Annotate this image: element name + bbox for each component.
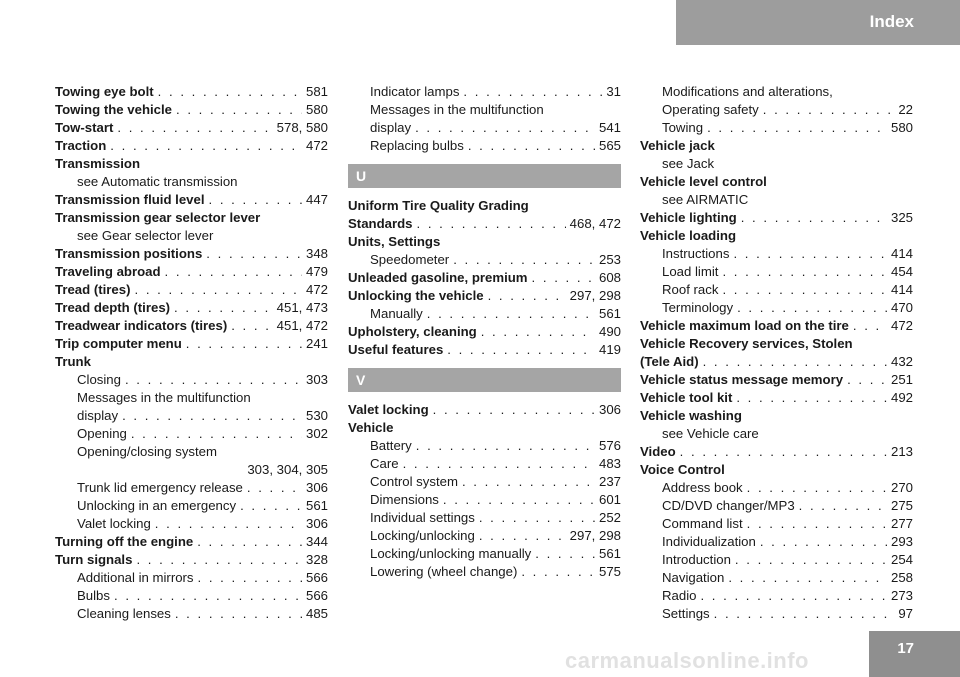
entry-term: Locking/unlocking manually	[370, 546, 532, 561]
entry-page-ref[interactable]: 541	[598, 120, 621, 135]
entry-term: (Tele Aid)	[640, 354, 699, 369]
index-entry	[55, 551, 328, 569]
index-entry	[55, 335, 328, 353]
dot-leader	[462, 473, 595, 491]
entry-term: Useful features	[348, 342, 444, 357]
entry-page-ref[interactable]: 237	[598, 474, 621, 489]
index-subentry: see Gear selector lever	[77, 228, 214, 243]
entry-page-ref[interactable]: 561	[305, 498, 328, 513]
index-subentry	[640, 533, 913, 551]
dot-leader	[447, 341, 595, 359]
entry-page-ref[interactable]: 414	[890, 246, 913, 261]
entry-page-ref[interactable]: 492	[890, 390, 913, 405]
index-entry	[348, 341, 621, 359]
dot-leader	[240, 497, 302, 515]
index-subentry	[640, 515, 913, 533]
entry-term: Vehicle status message memory	[640, 372, 844, 387]
index-column-1	[55, 83, 328, 623]
index-entry	[640, 371, 913, 389]
entry-page-ref[interactable]: 432	[890, 354, 913, 369]
dot-leader	[463, 83, 602, 101]
index-entry	[55, 281, 328, 299]
entry-page-ref[interactable]: 277	[890, 516, 913, 531]
index-subentry: see Jack	[662, 156, 715, 171]
dot-leader	[747, 515, 887, 533]
entry-page-ref[interactable]: 561	[598, 306, 621, 321]
entry-page-ref[interactable]: 251	[890, 372, 913, 387]
index-entry: Vehicle washing	[640, 408, 742, 423]
index-subentry	[55, 569, 328, 587]
entry-page-ref[interactable]: 241	[305, 336, 328, 351]
index-subentry	[55, 497, 328, 515]
entry-page-ref[interactable]: 297, 298	[569, 288, 621, 303]
entry-page-ref[interactable]: 472	[890, 318, 913, 333]
dot-leader	[125, 371, 302, 389]
index-entry	[640, 389, 913, 407]
index-subentry	[348, 83, 621, 101]
dot-leader	[736, 389, 887, 407]
entry-term: Video	[640, 444, 676, 459]
index-entry: Trunk	[55, 354, 91, 369]
entry-term: Dimensions	[370, 492, 439, 507]
dot-leader	[853, 317, 887, 335]
entry-term: Tread depth (tires)	[55, 300, 171, 315]
dot-leader	[403, 455, 595, 473]
entry-page-ref[interactable]: 530	[305, 408, 328, 423]
dot-leader	[760, 533, 887, 551]
entry-page-ref[interactable]: 470	[890, 300, 913, 315]
dot-leader	[158, 83, 302, 101]
dot-leader	[707, 119, 887, 137]
index-subentry	[55, 461, 328, 479]
index-entry	[55, 137, 328, 155]
index-entry	[55, 245, 328, 263]
index-entry	[55, 119, 328, 137]
dot-leader	[722, 263, 887, 281]
entry-term: Trunk lid emergency release	[77, 480, 243, 495]
entry-page-ref[interactable]: 302	[305, 426, 328, 441]
entry-page-ref[interactable]: 566	[305, 588, 328, 603]
index-entry	[55, 533, 328, 551]
index-subentry	[640, 605, 913, 623]
index-subentry	[55, 425, 328, 443]
index-entry: Transmission gear selector lever	[55, 210, 261, 225]
entry-term: Settings	[662, 606, 710, 621]
entry-page-ref[interactable]: 22	[898, 102, 913, 117]
index-subentry	[55, 371, 328, 389]
entry-page-ref[interactable]: 575	[598, 564, 621, 579]
entry-term: Lowering (wheel change)	[370, 564, 518, 579]
index-entry	[55, 191, 328, 209]
index-subentry	[640, 101, 913, 119]
index-subentry	[348, 491, 621, 509]
entry-page-ref[interactable]: 468, 472	[569, 216, 621, 231]
dot-leader	[427, 305, 595, 323]
entry-page-ref[interactable]: 252	[598, 510, 621, 525]
entry-page-ref[interactable]: 303	[305, 372, 328, 387]
index-entry	[55, 101, 328, 119]
index-subentry	[348, 251, 621, 269]
index-subentry: see AIRMATIC	[662, 192, 749, 207]
entry-term: Closing	[77, 372, 121, 387]
dot-leader	[535, 545, 595, 563]
dot-leader	[198, 569, 302, 587]
entry-term: Operating safety	[662, 102, 759, 117]
index-subentry: see Automatic transmission	[77, 174, 238, 189]
dot-leader	[488, 287, 566, 305]
entry-term: Locking/unlocking	[370, 528, 475, 543]
dot-leader	[735, 551, 887, 569]
entry-term: Towing the vehicle	[55, 102, 172, 117]
index-subentry	[640, 299, 913, 317]
dot-leader	[479, 509, 595, 527]
dot-leader	[728, 569, 887, 587]
dot-leader	[131, 425, 302, 443]
dot-leader	[209, 191, 302, 209]
entry-term: Command list	[662, 516, 743, 531]
index-entry	[348, 323, 621, 341]
index-subentry	[55, 515, 328, 533]
entry-page-ref[interactable]: 479	[305, 264, 328, 279]
index-entry: Vehicle loading	[640, 228, 737, 243]
entry-page-ref[interactable]: 414	[890, 282, 913, 297]
index-entry	[640, 209, 913, 227]
index-entry	[348, 287, 621, 305]
dot-leader	[468, 137, 595, 155]
index-subentry: Messages in the multifunction	[77, 390, 251, 405]
entry-page-ref[interactable]: 472	[305, 138, 328, 153]
entry-term: Unlocking in an emergency	[77, 498, 237, 513]
dot-leader	[532, 269, 595, 287]
index-entry	[55, 263, 328, 281]
index-subentry	[348, 545, 621, 563]
index-entry: Vehicle	[348, 420, 394, 435]
entry-term: Valet locking	[348, 402, 429, 417]
entry-page-ref[interactable]: 258	[890, 570, 913, 585]
entry-page-ref[interactable]: 578, 580	[276, 120, 328, 135]
entry-term: Care	[370, 456, 399, 471]
dot-leader	[714, 605, 895, 623]
dot-leader	[231, 317, 272, 335]
entry-term: Load limit	[662, 264, 719, 279]
entry-page-ref[interactable]: 325	[890, 210, 913, 225]
entry-page-ref[interactable]: 253	[598, 252, 621, 267]
index-entry	[55, 299, 328, 317]
entry-term: Traveling abroad	[55, 264, 161, 279]
dot-leader	[415, 119, 595, 137]
dot-leader	[117, 119, 272, 137]
entry-term: Replacing bulbs	[370, 138, 464, 153]
index-entry	[55, 317, 328, 335]
index-entry: Units, Settings	[348, 234, 441, 249]
entry-term: Address book	[662, 480, 743, 495]
entry-page-ref[interactable]: 608	[598, 270, 621, 285]
entry-term: Towing eye bolt	[55, 84, 154, 99]
index-subentry	[640, 551, 913, 569]
dot-leader	[443, 491, 595, 509]
entry-term: Valet locking	[77, 516, 151, 531]
entry-page-ref[interactable]: 328	[305, 552, 328, 567]
index-subentry	[348, 137, 621, 155]
entry-page-ref[interactable]: 270	[890, 480, 913, 495]
page-number-box	[869, 631, 960, 677]
entry-page-ref[interactable]: 348	[305, 246, 328, 261]
entry-term: Standards	[348, 216, 413, 231]
entry-page-ref[interactable]: 483	[598, 456, 621, 471]
index-subentry: Modifications and alterations,	[662, 84, 833, 99]
entry-term: Cleaning lenses	[77, 606, 171, 621]
page-title: Index	[869, 12, 914, 31]
entry-term: Control system	[370, 474, 458, 489]
entry-term: Upholstery, cleaning	[348, 324, 477, 339]
entry-term: Trip computer menu	[55, 336, 182, 351]
dot-leader	[175, 605, 302, 623]
dot-leader	[700, 587, 887, 605]
index-subentry	[55, 605, 328, 623]
index-subentry	[348, 119, 621, 137]
index-subentry: see Vehicle care	[662, 426, 759, 441]
index-subentry	[348, 305, 621, 323]
entry-term: Bulbs	[77, 588, 110, 603]
entry-page-ref[interactable]: 419	[598, 342, 621, 357]
entry-term: Treadwear indicators (tires)	[55, 318, 228, 333]
dot-leader	[135, 281, 302, 299]
index-entry	[640, 443, 913, 461]
watermark-logo: carmanualsonline.info	[565, 648, 809, 673]
dot-leader	[197, 533, 302, 551]
index-entry	[640, 353, 913, 371]
entry-page-ref[interactable]: 297, 298	[569, 528, 621, 543]
dot-leader	[521, 563, 595, 581]
entry-page-ref[interactable]: 485	[305, 606, 328, 621]
dot-leader	[741, 209, 887, 227]
index-subentry	[640, 569, 913, 587]
entry-term: Radio	[662, 588, 697, 603]
dot-leader	[737, 299, 887, 317]
entry-page-ref[interactable]: 566	[305, 570, 328, 585]
section-letter-header: V	[348, 368, 621, 392]
index-subentry	[348, 455, 621, 473]
entry-term: Tread (tires)	[55, 282, 131, 297]
entry-page-ref[interactable]: 344	[305, 534, 328, 549]
entry-page-ref[interactable]: 273	[890, 588, 913, 603]
index-subentry	[640, 479, 913, 497]
dot-leader	[206, 245, 302, 263]
index-subentry	[640, 587, 913, 605]
index-entry	[640, 317, 913, 335]
entry-page-ref[interactable]: 472	[305, 282, 328, 297]
entry-page-ref[interactable]: 213	[890, 444, 913, 459]
index-subentry	[55, 479, 328, 497]
entry-term: Vehicle maximum load on the tire	[640, 318, 849, 333]
index-subentry	[348, 527, 621, 545]
entry-term: display	[77, 408, 119, 423]
entry-term: Instructions	[662, 246, 730, 261]
entry-term: Individual settings	[370, 510, 475, 525]
entry-page-ref[interactable]: 306	[305, 516, 328, 531]
dot-leader	[847, 371, 887, 389]
entry-page-ref[interactable]: 581	[305, 84, 328, 99]
dot-leader	[479, 527, 566, 545]
dot-leader	[417, 215, 566, 233]
dot-leader	[176, 101, 302, 119]
index-entry: Vehicle Recovery services, Stolen	[640, 336, 853, 351]
index-subentry	[348, 437, 621, 455]
dot-leader	[799, 497, 887, 515]
dot-leader	[733, 245, 887, 263]
dot-leader	[136, 551, 302, 569]
section-letter-header: U	[348, 164, 621, 188]
entry-page-ref[interactable]: 254	[890, 552, 913, 567]
entry-page-ref[interactable]: 451, 473	[276, 300, 328, 315]
entry-term: Individualization	[662, 534, 756, 549]
index-subentry	[640, 119, 913, 137]
entry-term: Manually	[370, 306, 423, 321]
entry-term: Turning off the engine	[55, 534, 194, 549]
dot-leader	[453, 251, 595, 269]
entry-term: Roof rack	[662, 282, 719, 297]
entry-term: Navigation	[662, 570, 725, 585]
dot-leader	[680, 443, 887, 461]
dot-leader	[122, 407, 302, 425]
entry-term: Transmission positions	[55, 246, 203, 261]
dot-leader	[703, 353, 887, 371]
dot-leader	[110, 137, 302, 155]
dot-leader	[174, 299, 273, 317]
dot-leader	[416, 437, 595, 455]
dot-leader	[165, 263, 302, 281]
entry-page-ref[interactable]: 447	[305, 192, 328, 207]
index-entry	[348, 269, 621, 287]
dot-leader	[747, 479, 887, 497]
page-number: 17	[897, 640, 914, 657]
entry-page-ref[interactable]: 275	[890, 498, 913, 513]
index-subentry	[640, 263, 913, 281]
index-subentry	[348, 473, 621, 491]
index-subentry	[640, 497, 913, 515]
entry-page-ref[interactable]: 306	[598, 402, 621, 417]
entry-page-ref[interactable]: 601	[598, 492, 621, 507]
entry-term: Introduction	[662, 552, 731, 567]
index-column-2	[348, 83, 621, 581]
entry-page-ref[interactable]: 490	[598, 324, 621, 339]
entry-term: Unleaded gasoline, premium	[348, 270, 528, 285]
index-entry: Uniform Tire Quality Grading	[348, 198, 529, 213]
index-entry: Transmission	[55, 156, 141, 171]
entry-term: Opening	[77, 426, 127, 441]
entry-term: display	[370, 120, 412, 135]
index-header-tab	[676, 0, 960, 45]
entry-page-ref[interactable]: 580	[890, 120, 913, 135]
dot-leader	[722, 281, 887, 299]
dot-leader	[114, 587, 302, 605]
entry-term: Tow-start	[55, 120, 114, 135]
entry-page-ref[interactable]: 303, 304, 305	[247, 462, 328, 477]
entry-page-ref[interactable]: 451, 472	[276, 318, 328, 333]
dot-leader	[433, 401, 595, 419]
entry-page-ref[interactable]: 565	[598, 138, 621, 153]
entry-page-ref[interactable]: 97	[898, 606, 913, 621]
dot-leader	[763, 101, 895, 119]
entry-term: Traction	[55, 138, 107, 153]
index-subentry	[348, 563, 621, 581]
index-subentry	[348, 509, 621, 527]
entry-term: Speedometer	[370, 252, 450, 267]
index-entry	[348, 215, 621, 233]
index-entry: Voice Control	[640, 462, 725, 477]
index-subentry	[55, 587, 328, 605]
entry-page-ref[interactable]: 31	[606, 84, 621, 99]
entry-term: Terminology	[662, 300, 734, 315]
entry-page-ref[interactable]: 580	[305, 102, 328, 117]
entry-term: Unlocking the vehicle	[348, 288, 484, 303]
entry-term: Additional in mirrors	[77, 570, 194, 585]
dot-leader	[481, 323, 595, 341]
entry-term: Indicator lamps	[370, 84, 460, 99]
entry-page-ref[interactable]: 306	[305, 480, 328, 495]
index-entry: Vehicle jack	[640, 138, 715, 153]
index-subentry: Opening/closing system	[77, 444, 218, 459]
entry-term: Vehicle lighting	[640, 210, 737, 225]
index-subentry	[640, 245, 913, 263]
entry-page-ref[interactable]: 561	[598, 546, 621, 561]
entry-term: CD/DVD changer/MP3	[662, 498, 795, 513]
dot-leader	[186, 335, 302, 353]
index-entry	[55, 83, 328, 101]
entry-page-ref[interactable]: 454	[890, 264, 913, 279]
dot-leader	[247, 479, 302, 497]
entry-term: Battery	[370, 438, 412, 453]
dot-leader	[155, 515, 302, 533]
index-entry: Vehicle level control	[640, 174, 767, 189]
index-column-3	[640, 83, 913, 623]
index-entry	[348, 401, 621, 419]
entry-term: Turn signals	[55, 552, 133, 567]
entry-term: Transmission fluid level	[55, 192, 205, 207]
entry-term: Towing	[662, 120, 704, 135]
entry-page-ref[interactable]: 293	[890, 534, 913, 549]
entry-page-ref[interactable]: 576	[598, 438, 621, 453]
index-subentry	[640, 281, 913, 299]
index-subentry: Messages in the multifunction	[370, 102, 544, 117]
index-subentry	[55, 407, 328, 425]
entry-term: Vehicle tool kit	[640, 390, 733, 405]
